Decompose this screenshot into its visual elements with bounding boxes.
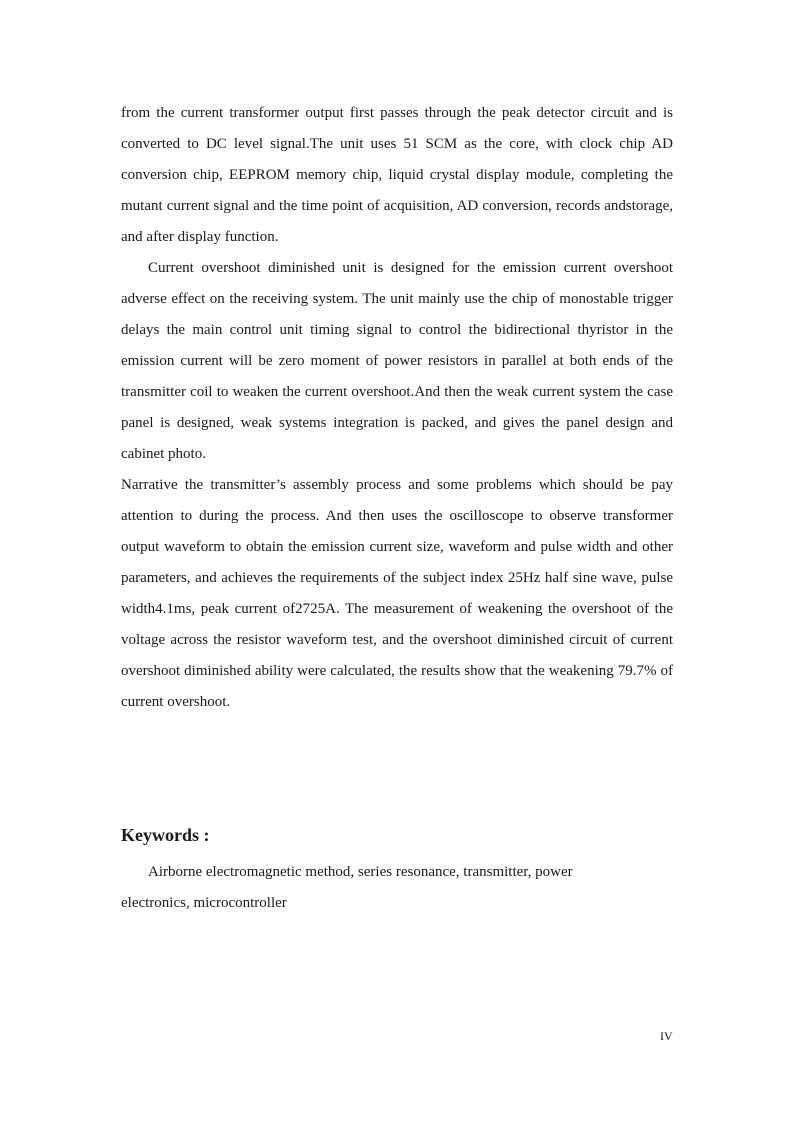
keywords-text: Airborne electromagnetic method, series resonance, transmitter, power electronics, microcontroller bbox=[121, 864, 573, 911]
abstract-paragraph-3: Narrative the transmitter’s assembly process and some problems which should be pay attention to during the process. And then uses the oscilloscope to observe transformer output waveform to obtain the emission current size, waveform and pulse width and other parameters, and achieves the requirements of the subject index 25Hz half sine wave, pulse width4.1ms, peak current of2725A. The measurement of weakening the overshoot of the voltage across the resistor waveform test, and the overshoot diminished circuit of current overshoot diminished ability were calculated, the results show that the weakening 79.7% of current overshoot. bbox=[121, 477, 673, 710]
page-number: IV bbox=[660, 1029, 673, 1043]
abstract-body bbox=[121, 98, 673, 718]
abstract-paragraph-2: Current overshoot diminished unit is designed for the emission current overshoot adverse effect on the receiving system. The unit mainly use the chip of monostable trigger delays the main control unit timing signal to control the bidirectional thyristor in the emission current will be zero moment of power resistors in parallel at both ends of the transmitter coil to weaken the current overshoot.And then the weak current system the case panel is designed, weak systems integration is packed, and gives the panel design and cabinet photo. bbox=[121, 260, 673, 462]
keywords-heading: Keywords : bbox=[121, 825, 210, 845]
abstract-paragraph-1: from the current transformer output first passes through the peak detector circuit and is converted to DC level signal.The unit uses 51 SCM as the core, with clock chip AD conversion chip, EEPROM memory chip, liquid crystal display module, completing the mutant current signal and the time point of acquisition, AD conversion, records andstorage, and after display function. bbox=[121, 105, 673, 245]
